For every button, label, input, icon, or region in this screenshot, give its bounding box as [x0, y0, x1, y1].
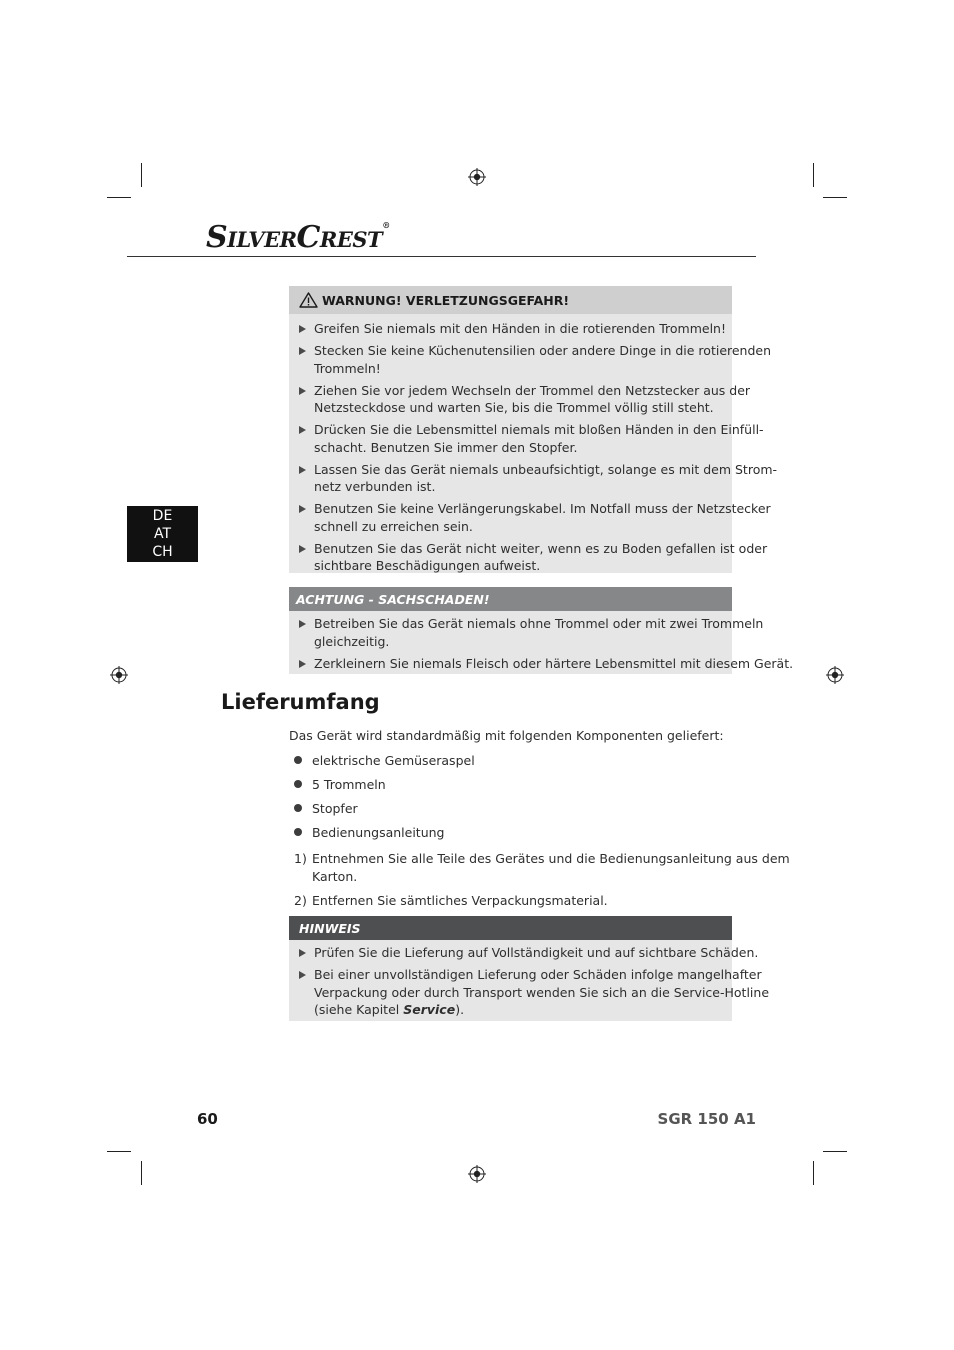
registration-mark-icon	[468, 1165, 486, 1183]
steps-list	[294, 850, 790, 885]
list-item: Betreiben Sie das Gerät niemals ohne Trommel oder mit zwei Trommeln gleichzeitig.	[299, 615, 724, 650]
logo-registered-mark: ®	[382, 220, 390, 230]
crop-mark	[107, 197, 131, 198]
language-code: AT	[153, 526, 172, 542]
step-number: 2)	[294, 893, 307, 908]
bullet-dot-icon	[294, 756, 302, 764]
bullet-dot-icon	[294, 804, 302, 812]
page-number: 60	[197, 1110, 218, 1128]
logo-text: C	[296, 220, 320, 255]
note-box	[289, 916, 770, 1021]
bullet-dot-icon	[294, 828, 302, 836]
list-item: Greifen Sie niemals mit den Händen in die rotierenden Trommeln!	[299, 320, 724, 338]
note-box-title: HINWEIS	[299, 920, 361, 936]
caution-box-header	[289, 587, 732, 611]
list-item: Bei einer unvollständigen Lieferung oder Schäden infolge mangelhafter Verpackung oder durch Transport wenden Sie sich an die Service-Hotline (siehe Kapitel Service).	[299, 966, 724, 1019]
warning-triangle-icon	[299, 292, 318, 308]
components-list	[293, 752, 475, 848]
warning-box	[289, 286, 778, 573]
list-item: Prüfen Sie die Lieferung auf Vollständigkeit und auf sichtbare Schäden.	[299, 944, 724, 962]
note-list	[289, 940, 770, 1027]
logo-text: S	[206, 220, 228, 255]
list-item: Zerkleinern Sie niemals Fleisch oder härtere Lebensmittel mit diesem Gerät.	[299, 655, 724, 673]
crop-mark	[823, 1151, 847, 1152]
list-item: Drücken Sie die Lebensmittel niemals mit bloßen Händen in den Einfüll- schacht. Benutzen Sie immer den Stopfer.	[299, 421, 724, 456]
registration-mark-icon	[826, 666, 844, 684]
bullet-dot-icon	[294, 780, 302, 788]
registration-mark-icon	[110, 666, 128, 684]
list-item: elektrische Gemüseraspel	[293, 752, 475, 776]
header-rule	[127, 256, 756, 257]
language-code: CH	[152, 544, 173, 560]
bullet-arrow-icon	[299, 387, 306, 395]
steps-list	[294, 892, 608, 910]
crop-mark	[813, 1161, 814, 1185]
warning-list	[289, 314, 778, 583]
crop-mark	[141, 163, 142, 187]
bullet-arrow-icon	[299, 505, 306, 513]
list-item: Benutzen Sie das Gerät nicht weiter, wenn es zu Boden gefallen ist oder sichtbare Beschädigungen aufweist.	[299, 540, 724, 575]
list-item: 5 Trommeln	[293, 776, 475, 800]
crop-mark	[107, 1151, 131, 1152]
language-tab	[127, 506, 198, 562]
logo-text: ILVER	[227, 227, 297, 252]
bullet-arrow-icon	[299, 325, 306, 333]
section-intro: Das Gerät wird standardmäßig mit folgenden Komponenten geliefert:	[289, 728, 724, 743]
step-item: 1) Entnehmen Sie alle Teile des Gerätes und die Bedienungsanleitung aus dem Karton.	[294, 851, 790, 884]
list-item: Ziehen Sie vor jedem Wechseln der Trommel den Netzstecker aus der Netzsteckdose und warten Sie, bis die Trommel völlig still steht.	[299, 382, 724, 417]
crop-mark	[141, 1161, 142, 1185]
language-code: DE	[152, 508, 173, 524]
caution-box	[289, 587, 794, 674]
warning-box-header	[289, 286, 732, 314]
list-item: Stopfer	[293, 800, 475, 824]
bullet-arrow-icon	[299, 620, 306, 628]
logo-text: REST	[319, 227, 383, 252]
caution-list	[289, 611, 794, 681]
bullet-arrow-icon	[299, 971, 306, 979]
section-title: Lieferumfang	[221, 690, 380, 714]
brand-logo	[206, 220, 390, 255]
registration-mark-icon	[468, 168, 486, 186]
note-box-header	[289, 916, 732, 940]
bullet-arrow-icon	[299, 466, 306, 474]
list-item: Bedienungsanleitung	[293, 824, 475, 848]
list-item: Benutzen Sie keine Verlängerungskabel. Im Notfall muss der Netzstecker schnell zu erreichen sein.	[299, 500, 724, 535]
warning-box-title: WARNUNG! VERLETZUNGSGEFAHR!	[322, 292, 570, 308]
crop-mark	[823, 197, 847, 198]
step-number: 1)	[294, 851, 307, 866]
bullet-arrow-icon	[299, 660, 306, 668]
bullet-arrow-icon	[299, 426, 306, 434]
list-item: Stecken Sie keine Küchenutensilien oder andere Dinge in die rotierenden Trommeln!	[299, 342, 724, 377]
model-name: SGR 150 A1	[657, 1110, 756, 1128]
step-item: 2) Entfernen Sie sämtliches Verpackungsmaterial.	[294, 893, 608, 908]
bullet-arrow-icon	[299, 347, 306, 355]
chapter-reference: Service	[403, 1002, 456, 1017]
list-item: Lassen Sie das Gerät niemals unbeaufsichtigt, solange es mit dem Strom- netz verbunden ist.	[299, 461, 724, 496]
bullet-arrow-icon	[299, 949, 306, 957]
caution-box-title: ACHTUNG - SACHSCHADEN!	[296, 591, 490, 607]
crop-mark	[813, 163, 814, 187]
bullet-arrow-icon	[299, 545, 306, 553]
